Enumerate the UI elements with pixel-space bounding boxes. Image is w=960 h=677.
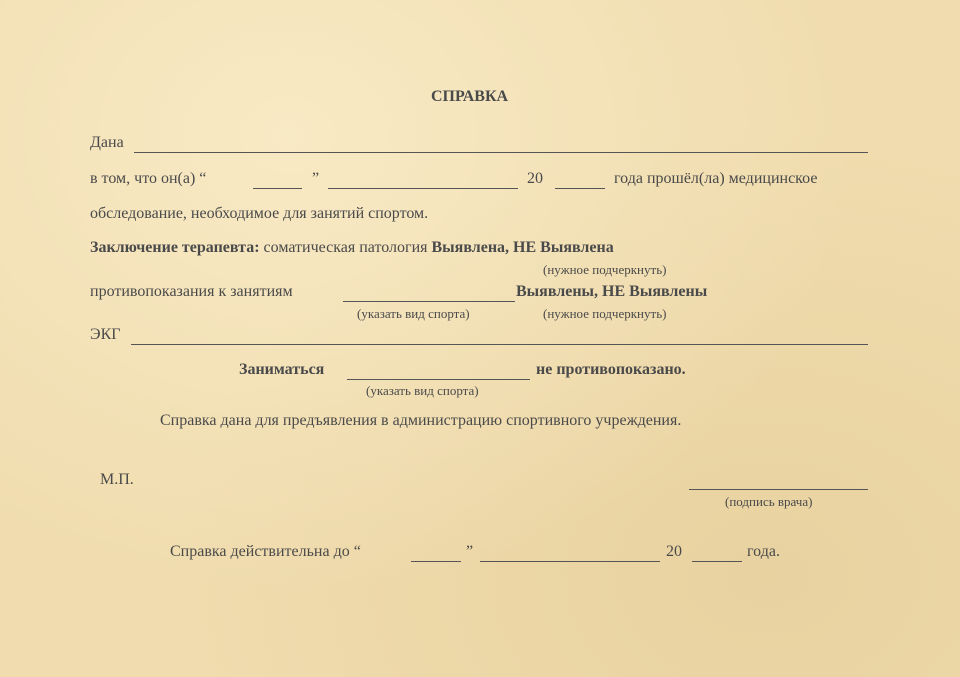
therapist-hint: (нужное подчеркнуть) (543, 262, 667, 277)
valid-day-field[interactable] (411, 561, 461, 562)
exam-year-field[interactable] (555, 188, 605, 189)
document-title: СПРАВКА (431, 88, 509, 105)
exam-quote-close: ” (312, 170, 320, 187)
issued-to-field[interactable] (134, 152, 868, 153)
valid-until-prefix: Справка действительна до “ (170, 543, 361, 560)
valid-suffix: года. (747, 543, 780, 560)
valid-quote-close: ” (466, 543, 474, 560)
allow-prefix: Заниматься (239, 361, 325, 378)
exam-purpose-text: обследование, необходимое для занятий спортом. (90, 205, 429, 222)
valid-year-field[interactable] (692, 561, 742, 562)
ecg-label: ЭКГ (90, 326, 121, 343)
exam-date-prefix: в том, что он(а) “ (90, 170, 207, 187)
signature-hint: (подпись врача) (725, 494, 813, 509)
contra-text: противопоказания к занятиям (90, 283, 293, 300)
purpose-text: Справка дана для предъявления в администрацию спортивного учреждения. (160, 412, 682, 429)
ecg-field[interactable] (131, 344, 868, 345)
issued-to-label: Дана (90, 134, 124, 151)
therapist-text: соматическая патология (263, 239, 428, 256)
therapist-label: Заключение терапевта: (90, 239, 260, 256)
therapist-options[interactable]: Выявлена, НЕ Выявлена (431, 239, 614, 256)
exam-month-field[interactable] (328, 188, 518, 189)
allow-sport-field[interactable] (347, 379, 530, 380)
allow-suffix: не противопоказано. (536, 361, 686, 378)
contra-sport-hint: (указать вид спорта) (357, 306, 470, 321)
exam-text-suffix: года прошёл(ла) медицинское (614, 170, 818, 187)
contra-underline-hint: (нужное подчеркнуть) (543, 306, 667, 321)
therapist-row (90, 239, 614, 257)
signature-field[interactable] (689, 489, 868, 490)
contra-options[interactable]: Выявлены, НЕ Выявлены (516, 283, 708, 300)
exam-day-field[interactable] (253, 188, 302, 189)
allow-sport-hint: (указать вид спорта) (366, 383, 479, 398)
contra-sport-field[interactable] (343, 301, 515, 302)
exam-year-prefix: 20 (527, 170, 543, 187)
stamp-place: М.П. (100, 471, 134, 488)
valid-year-prefix: 20 (666, 543, 682, 560)
valid-month-field[interactable] (480, 561, 660, 562)
